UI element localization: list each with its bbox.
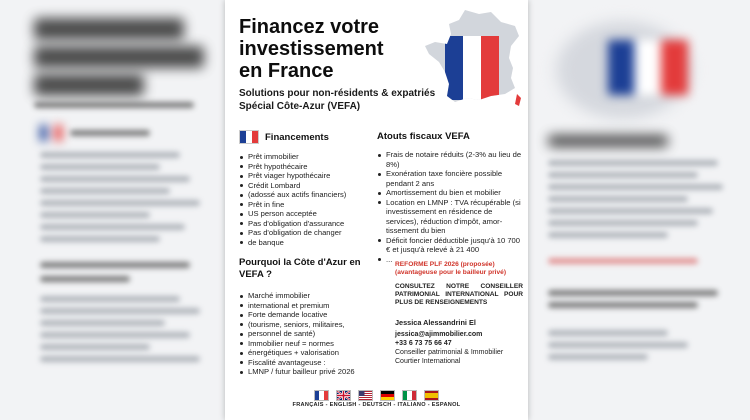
list-item: Forte demande locative xyxy=(239,310,377,320)
list-item: (tourisme, seniors, militaires, xyxy=(239,320,377,330)
languages-line: FRANÇAIS - ENGLISH - DEUTSCH - ITALIANO - ESPANOL xyxy=(292,402,461,408)
france-flag-icon xyxy=(314,390,329,401)
list-item: ... xyxy=(377,255,522,265)
financements-heading-label: Financements xyxy=(265,131,329,143)
list-item: LMNP / futur bailleur privé 2026 xyxy=(239,367,377,377)
reform-line: (avantageuse pour le bailleur privé) xyxy=(395,269,507,276)
germany-flag-icon xyxy=(380,390,395,401)
atouts-heading xyxy=(377,130,522,142)
reform-line: REFORME PLF 2026 (proposée) xyxy=(395,261,495,268)
uk-flag-icon xyxy=(336,390,351,401)
flyer-subtitle xyxy=(239,87,499,113)
list-item: Déficit foncier déductible jusqu'à 10 700 € et jusqu'à relevé à 21 400 xyxy=(377,236,522,255)
flyer-document xyxy=(225,0,528,420)
list-item: Pas d'obligation de changer xyxy=(239,228,377,238)
list-item: énergétiques + valorisation xyxy=(239,348,377,358)
contact-phone[interactable]: +33 6 73 75 66 47 xyxy=(395,340,452,347)
contact-role: Conseiller patrimonial & Immobilier xyxy=(395,349,504,356)
list-item: Prêt immobilier xyxy=(239,152,377,162)
subtitle-line: Solutions pour non-résidents & expatriés xyxy=(239,88,436,99)
list-item: Prêt hypothécaire xyxy=(239,162,377,172)
list-item: Marché immobilier xyxy=(239,291,377,301)
pourquoi-list xyxy=(239,291,377,377)
contact-name: Jessica Alessandrini El xyxy=(395,318,476,327)
atouts-list xyxy=(377,150,522,264)
list-item: US person acceptée xyxy=(239,209,377,219)
list-item: Fiscalité avantageuse : xyxy=(239,358,377,368)
spain-flag-icon xyxy=(424,390,439,401)
blurred-right-panel xyxy=(528,0,750,420)
list-item: Exonération taxe foncière possible pendant 2 ans xyxy=(377,169,522,188)
list-item: Crédit Lombard xyxy=(239,181,377,191)
contact-email[interactable]: jessica@ajimmobilier.com xyxy=(395,331,483,338)
title-line: Financez votre xyxy=(239,16,380,38)
financements-section xyxy=(239,130,377,247)
list-item: Prêt viager hypothécaire xyxy=(239,171,377,181)
title-line: en France xyxy=(239,60,334,82)
financements-list xyxy=(239,152,377,247)
italy-flag-icon xyxy=(402,390,417,401)
list-item: de banque xyxy=(239,238,377,248)
subtitle-line: Spécial Côte-Azur (VEFA) xyxy=(239,101,361,112)
list-item: Immobilier neuf = normes xyxy=(239,339,377,349)
title-line: investissement xyxy=(239,38,384,60)
france-flag-icon xyxy=(239,130,259,144)
reform-note xyxy=(395,261,523,277)
financements-heading xyxy=(239,130,377,144)
consult-callout: CONSULTEZ NOTRE CONSEILLER PATRIMONIAL INTERNATIONAL POUR PLUS DE RENSEIGNEMENTS xyxy=(395,283,523,306)
list-item: Pas d'obligation d'assurance xyxy=(239,219,377,229)
atouts-section xyxy=(377,130,522,264)
list-item: Location en LMNP : TVA récupérable (si investissement en résidence de services), réduction d'impôt, amor-tissement du bien xyxy=(377,198,522,236)
list-item: Frais de notaire réduits (2-3% au lieu de 8%) xyxy=(377,150,522,169)
us-flag-icon xyxy=(358,390,373,401)
contact-block xyxy=(395,318,525,366)
language-flags xyxy=(225,390,528,401)
contact-role-2: Courtier International xyxy=(395,358,461,365)
list-item: Amortissement du bien et mobilier xyxy=(377,188,522,198)
list-item: international et premium xyxy=(239,301,377,311)
atouts-heading-label: Atouts fiscaux VEFA xyxy=(377,130,470,142)
list-item: Prêt in fine xyxy=(239,200,377,210)
pourquoi-heading: Pourquoi la Côte d'Azur en VEFA ? xyxy=(239,257,361,280)
list-item: (adossé aux actifs financiers) xyxy=(239,190,377,200)
list-item: personnel de santé) xyxy=(239,329,377,339)
blurred-left-panel xyxy=(0,0,225,420)
flyer-title xyxy=(239,16,424,82)
